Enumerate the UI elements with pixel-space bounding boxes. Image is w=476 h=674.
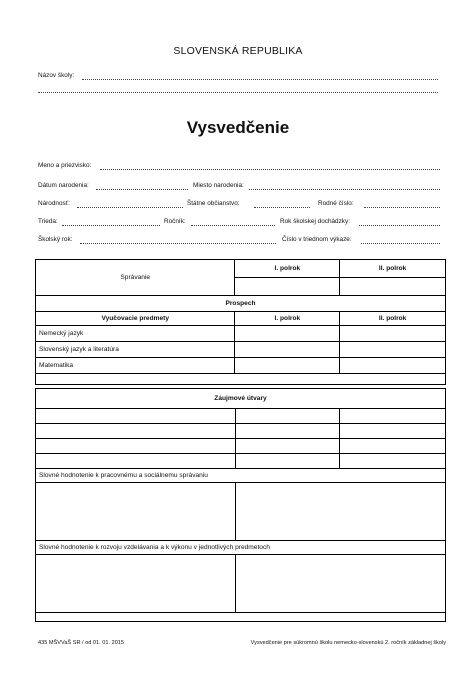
verbal-work-label: Slovné hodnotenie k pracovnému a sociálnemu správaniu bbox=[36, 469, 446, 483]
birth-date-field[interactable] bbox=[96, 189, 188, 190]
school-attendance-field[interactable] bbox=[359, 225, 440, 226]
name-field[interactable] bbox=[100, 169, 440, 170]
verbal-education-sem2[interactable] bbox=[235, 555, 446, 613]
form-description: Vysvedčenie pre súkromnú školu nemecko-slovenskú 2. ročník základnej školy bbox=[250, 640, 446, 646]
behaviour-sem2-cell[interactable] bbox=[340, 278, 446, 296]
school-field-line2[interactable] bbox=[38, 92, 438, 93]
verbal-education-text[interactable] bbox=[36, 555, 236, 613]
subject-slovak: Slovenský jazyk a literatúra bbox=[36, 342, 235, 358]
form-code: 435 MŠVVaŠ SR / od 01. 01. 2015 bbox=[38, 640, 125, 646]
subject-german: Nemecký jazyk bbox=[36, 326, 235, 342]
birth-number-label: Rodné číslo: bbox=[318, 200, 354, 207]
grades-table bbox=[35, 259, 446, 385]
math-sem2-cell[interactable] bbox=[340, 358, 446, 374]
interest-row-4-sem2[interactable] bbox=[340, 454, 446, 469]
class-label: Trieda: bbox=[38, 218, 58, 225]
subjects-sem2-header: II. polrok bbox=[340, 312, 446, 326]
year-label: Ročník: bbox=[164, 218, 186, 225]
document-title: Vysvedčenie bbox=[186, 118, 290, 137]
school-field[interactable] bbox=[82, 79, 438, 80]
behaviour-sem1-cell[interactable] bbox=[235, 278, 340, 296]
birth-number-field[interactable] bbox=[364, 207, 440, 208]
citizenship-label: Štátne občianstvo: bbox=[187, 200, 240, 207]
progress-header: Prospech bbox=[36, 296, 446, 312]
verbal-work-text[interactable] bbox=[36, 483, 236, 541]
birth-place-field[interactable] bbox=[249, 189, 440, 190]
subjects-header: Vyučovacie predmety bbox=[36, 312, 235, 326]
german-sem2-cell[interactable] bbox=[340, 326, 446, 342]
interest-row-1-name[interactable] bbox=[36, 409, 236, 424]
register-number-field[interactable] bbox=[361, 243, 440, 244]
nationality-field[interactable] bbox=[77, 207, 183, 208]
german-sem1-cell[interactable] bbox=[235, 326, 340, 342]
subject-math: Matematika bbox=[36, 358, 235, 374]
name-label: Meno a priezvisko: bbox=[38, 162, 92, 169]
class-field[interactable] bbox=[62, 225, 160, 226]
subjects-sem1-header: I. polrok bbox=[235, 312, 340, 326]
interest-row-2-sem1[interactable] bbox=[235, 424, 340, 439]
citizenship-field[interactable] bbox=[254, 207, 310, 208]
interest-row-3-sem2[interactable] bbox=[340, 439, 446, 454]
nationality-label: Národnosť: bbox=[38, 200, 70, 207]
interest-row-3-sem1[interactable] bbox=[235, 439, 340, 454]
behaviour-label: Správanie bbox=[36, 260, 235, 296]
sem1-header: I. polrok bbox=[235, 260, 340, 278]
interest-row-1-sem1[interactable] bbox=[235, 409, 340, 424]
school-year-field[interactable] bbox=[80, 243, 276, 244]
birth-place-label: Miesto narodenia: bbox=[193, 182, 244, 189]
interest-row-2-name[interactable] bbox=[36, 424, 236, 439]
interest-row-4-name[interactable] bbox=[36, 454, 236, 469]
school-label: Názov školy: bbox=[38, 72, 75, 79]
year-field[interactable] bbox=[191, 225, 275, 226]
interest-row-3-name[interactable] bbox=[36, 439, 236, 454]
verbal-education-label: Slovné hodnotenie k rozvoju vzdelávania a k výkonu v jednotlivých predmetoch bbox=[36, 541, 446, 555]
math-sem1-cell[interactable] bbox=[235, 358, 340, 374]
slovak-sem2-cell[interactable] bbox=[340, 342, 446, 358]
interest-row-2-sem2[interactable] bbox=[340, 424, 446, 439]
school-year-label: Školský rok: bbox=[38, 236, 73, 243]
interest-row-1-sem2[interactable] bbox=[340, 409, 446, 424]
country-heading: SLOVENSKÁ REPUBLIKA bbox=[173, 45, 303, 57]
school-attendance-label: Rok školskej dochádzky: bbox=[280, 218, 350, 225]
interest-groups-header: Záujmové útvary bbox=[36, 389, 446, 409]
sem2-header: II. polrok bbox=[340, 260, 446, 278]
birth-date-label: Dátum narodenia: bbox=[38, 182, 89, 189]
slovak-sem1-cell[interactable] bbox=[235, 342, 340, 358]
interest-row-4-sem1[interactable] bbox=[235, 454, 340, 469]
register-number-label: Číslo v triednom výkaze: bbox=[282, 236, 352, 243]
verbal-work-sem2[interactable] bbox=[235, 483, 446, 541]
assessment-table bbox=[35, 388, 446, 622]
